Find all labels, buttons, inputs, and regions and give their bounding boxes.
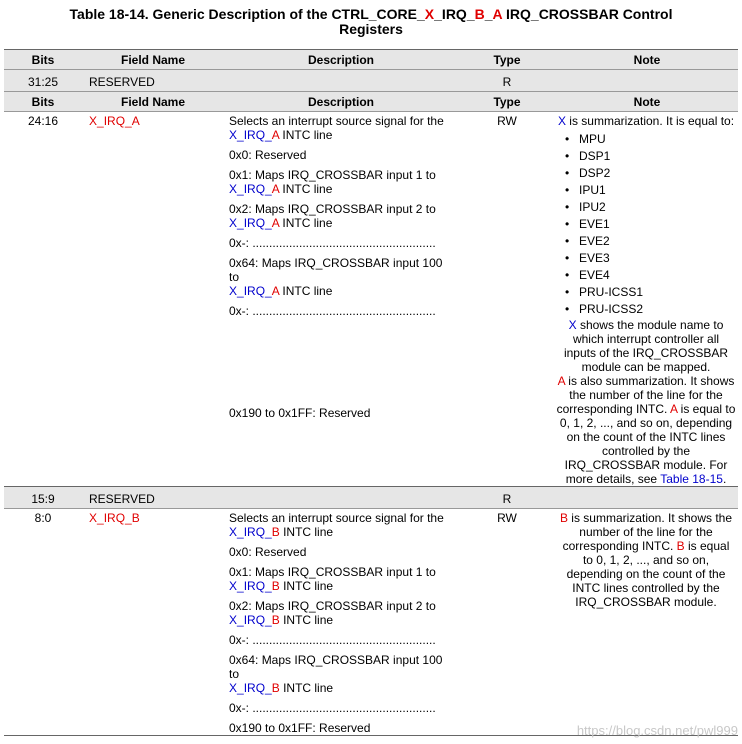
desc-para (229, 256, 454, 298)
module-name: EVE4 (579, 268, 610, 282)
module-list (556, 131, 736, 318)
header-description: Description (224, 92, 458, 112)
table-caption (0, 0, 742, 45)
module-list-item (556, 182, 736, 199)
module-name: IPU1 (579, 183, 606, 197)
header-field-name: Field Name (82, 92, 224, 112)
cell-bits: 24:16 (4, 112, 82, 487)
header-type: Type (458, 50, 556, 70)
desc-text: Selects an interrupt source signal for the (229, 511, 444, 525)
title-text: _IRQ_ (434, 6, 475, 22)
cell-note (556, 112, 738, 487)
header-note: Note (556, 50, 738, 70)
desc-para: 0x190 to 0x1FF: Reserved (229, 406, 371, 420)
cell-desc (224, 509, 458, 736)
desc-a: A (271, 182, 280, 196)
table-row-reserved-15-9 (4, 487, 738, 509)
cell-field: RESERVED (82, 487, 224, 509)
desc-para (229, 599, 454, 627)
desc-intc: INTC line (282, 216, 333, 230)
note-b: B (559, 511, 568, 525)
desc-text: 0x2: Maps IRQ_CROSSBAR input 2 to (229, 202, 436, 216)
field-irq: _IRQ_ (97, 114, 132, 128)
desc-a: A (271, 128, 280, 142)
note-x: X (568, 318, 577, 332)
desc-intc: INTC line (283, 525, 334, 539)
title-text-line2: Registers (339, 21, 403, 37)
header-field-name: Field Name (82, 50, 224, 70)
desc-para: 0x190 to 0x1FF: Reserved (229, 721, 371, 735)
register-table (4, 49, 738, 736)
desc-para (229, 653, 454, 695)
header-note: Note (556, 92, 738, 112)
table-header-row-repeat (4, 92, 738, 112)
bullet-icon: • (565, 166, 570, 180)
table-row-reserved-31-25 (4, 70, 738, 92)
desc-text: 0x1: Maps IRQ_CROSSBAR input 1 to (229, 168, 436, 182)
note-text: is summarization. It is equal to: (565, 114, 735, 128)
desc-para (229, 114, 454, 142)
bullet-icon: • (565, 285, 570, 299)
desc-b: B (271, 681, 280, 695)
note-a: A (670, 402, 678, 416)
table-row-x-irq-a (4, 112, 738, 487)
desc-para (229, 565, 454, 593)
module-name: EVE1 (579, 217, 610, 231)
bullet-icon: • (565, 217, 570, 231)
cell-desc (224, 487, 458, 509)
module-list-item (556, 148, 736, 165)
desc-intc: INTC line (282, 128, 333, 142)
desc-x: X (229, 613, 238, 627)
bullet-icon: • (565, 132, 570, 146)
title-text: IRQ_CROSSBAR Control (502, 6, 673, 22)
desc-irq: _IRQ_ (237, 525, 272, 539)
note-text: is equal to 0, 1, 2, ..., and so on, depending on the count of the INTC lines controlled by the IRQ_CROSSBAR module. (566, 539, 730, 609)
desc-para: 0x-: ....................................................... (229, 701, 436, 715)
desc-intc: INTC line (282, 182, 333, 196)
module-list-item (556, 284, 736, 301)
desc-intc: INTC line (283, 681, 334, 695)
title-b: B (474, 6, 485, 22)
note-intro (556, 114, 736, 128)
bullet-icon: • (565, 149, 570, 163)
desc-b: B (271, 613, 280, 627)
desc-x: X (229, 182, 238, 196)
field-irq: _IRQ_ (97, 511, 132, 525)
title-text: _ (484, 6, 493, 22)
cell-type: RW (458, 112, 556, 487)
note-text: is equal to 0, 1, 2, ..., and so on, depending on the count of the INTC lines controlled by the IRQ_CROSSBAR module. For more details, see (559, 402, 736, 486)
bullet-icon: • (565, 200, 570, 214)
desc-irq: _IRQ_ (237, 128, 272, 142)
desc-irq: _IRQ_ (237, 579, 272, 593)
desc-irq: _IRQ_ (237, 216, 272, 230)
module-list-item (556, 216, 736, 233)
desc-text: 0x1: Maps IRQ_CROSSBAR input 1 to (229, 565, 436, 579)
desc-para: 0x-: ....................................................... (229, 236, 436, 250)
cell-note (556, 487, 738, 509)
note-para-3 (556, 374, 736, 486)
bullet-icon: • (565, 268, 570, 282)
desc-irq: _IRQ_ (237, 284, 272, 298)
desc-b: B (271, 525, 280, 539)
module-list-item (556, 131, 736, 148)
cell-note (556, 509, 738, 736)
desc-irq: _IRQ_ (237, 681, 272, 695)
cell-note (556, 70, 738, 92)
field-a: A (131, 114, 140, 128)
desc-text: 0x2: Maps IRQ_CROSSBAR input 2 to (229, 599, 436, 613)
desc-x: X (229, 681, 238, 695)
module-name: DSP1 (579, 149, 611, 163)
cell-field (82, 509, 224, 736)
desc-para: 0x0: Reserved (229, 148, 307, 162)
desc-a: A (271, 284, 280, 298)
table-header-row (4, 50, 738, 70)
desc-intc: INTC line (282, 284, 333, 298)
note-text: . (722, 472, 727, 486)
note-text: is also summarization. It shows the number of the line for the corresponding INTC. (556, 374, 735, 416)
field-x: X (89, 511, 98, 525)
module-list-item (556, 165, 736, 182)
table-title (0, 0, 742, 37)
header-bits: Bits (4, 50, 82, 70)
desc-para (229, 511, 454, 539)
note-x: X (557, 114, 566, 128)
cell-desc (224, 112, 458, 487)
title-x: X (424, 6, 435, 22)
cell-bits: 15:9 (4, 487, 82, 509)
module-name: MPU (579, 132, 606, 146)
desc-irq: _IRQ_ (237, 613, 272, 627)
desc-spacer (229, 324, 454, 406)
cell-bits: 8:0 (4, 509, 82, 736)
title-a: A (492, 6, 503, 22)
desc-text: Selects an interrupt source signal for the (229, 114, 444, 128)
desc-b: B (271, 579, 280, 593)
module-name: PRU-ICSS1 (579, 285, 644, 299)
bullet-icon: • (565, 234, 570, 248)
desc-x: X (229, 525, 238, 539)
desc-x: X (229, 579, 238, 593)
desc-intc: INTC line (283, 613, 334, 627)
module-list-item (556, 233, 736, 250)
header-description: Description (224, 50, 458, 70)
watermark: https://blog.csdn.net/pwl999 (576, 723, 738, 738)
cell-field (82, 112, 224, 487)
bullet-icon: • (565, 251, 570, 265)
note-b: B (676, 539, 685, 553)
header-bits: Bits (4, 92, 82, 112)
module-name: IPU2 (579, 200, 606, 214)
desc-x: X (229, 216, 238, 230)
desc-text: 0x64: Maps IRQ_CROSSBAR input 100 to (229, 653, 443, 681)
note-text: shows the module name to which interrupt controller all inputs of the IRQ_CROSSBAR module can be mapped. (563, 318, 729, 374)
module-list-item (556, 301, 736, 318)
field-x: X (89, 114, 98, 128)
desc-para: 0x-: ....................................................... (229, 633, 436, 647)
table-row-x-irq-b (4, 509, 738, 736)
module-name: DSP2 (579, 166, 611, 180)
desc-a: A (271, 216, 280, 230)
bullet-icon: • (565, 302, 570, 316)
cell-type: RW (458, 509, 556, 736)
module-name: EVE2 (579, 234, 610, 248)
cell-type: R (458, 487, 556, 509)
table-18-15-link[interactable]: Table 18-15 (660, 472, 723, 486)
desc-text: 0x64: Maps IRQ_CROSSBAR input 100 to (229, 256, 443, 284)
field-b: B (131, 511, 140, 525)
module-list-item (556, 199, 736, 216)
module-name: PRU-ICSS2 (579, 302, 644, 316)
module-list-item (556, 250, 736, 267)
bullet-icon: • (565, 183, 570, 197)
desc-x: X (229, 128, 238, 142)
cell-desc (224, 70, 458, 92)
desc-para: 0x0: Reserved (229, 545, 307, 559)
desc-x: X (229, 284, 238, 298)
note-a: A (557, 374, 565, 388)
note-para (556, 511, 736, 609)
title-text: Table 18-14. Generic Description of the CTRL_CORE_ (69, 6, 425, 22)
header-type: Type (458, 92, 556, 112)
desc-para (229, 168, 454, 196)
module-name: EVE3 (579, 251, 610, 265)
desc-para (229, 202, 454, 230)
cell-type: R (458, 70, 556, 92)
desc-irq: _IRQ_ (237, 182, 272, 196)
note-para-2 (556, 318, 736, 374)
desc-para: 0x-: ....................................................... (229, 304, 436, 318)
module-list-item (556, 267, 736, 284)
desc-intc: INTC line (283, 579, 334, 593)
cell-field: RESERVED (82, 70, 224, 92)
cell-bits: 31:25 (4, 70, 82, 92)
note-text: is summarization. It shows the number of the line for the corresponding INTC. (562, 511, 733, 553)
